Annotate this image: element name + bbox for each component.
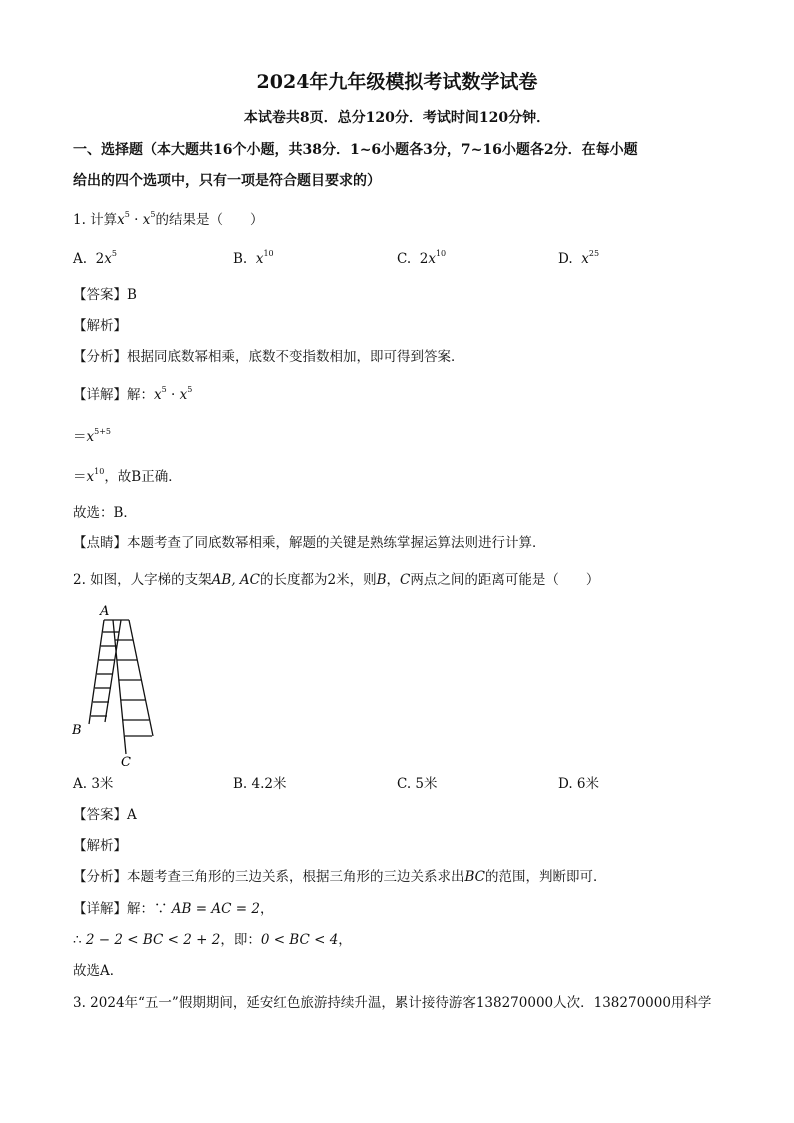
question-1-analysis-heading: 【解析】 [73, 318, 127, 334]
question-1-answer: 【答案】B [73, 287, 137, 303]
question-3-stem: 3. 2024年“五一”假期期间，延安红色旅游持续升温，累计接待游客138270000人次．138270000用科学 [73, 995, 712, 1011]
section-heading-line-2: 给出的四个选项中，只有一项是符合题目要求的） [73, 173, 381, 189]
question-2-choose: 故选A． [73, 963, 124, 979]
question-1-option-b: B. $x^{10}$ [233, 249, 274, 267]
exam-subtitle: 本试卷共8页．总分120分．考试时间120分钟． [243, 110, 551, 126]
ladder-front-leg-left [89, 620, 104, 724]
question-2-option-c: C. 5米 [397, 776, 438, 792]
ladder-label-c: C [121, 755, 131, 770]
question-1-option-c: C. $2x^{10}$ [397, 249, 447, 267]
question-2-detail: 【详解】解：∵ AB = AC = 2， [73, 901, 274, 917]
question-1-step-2: $=x^{10}$，故B正确． [73, 467, 182, 485]
exam-title: 2024年九年级模拟考试数学试卷 [256, 71, 538, 93]
question-2-answer: 【答案】A [73, 807, 137, 823]
question-1-choose: 故选：B． [73, 505, 137, 521]
question-2-option-b: B. 4.2米 [233, 776, 287, 792]
question-1-stem: 1. 计算$x^5 \cdot x^5$的结果是（ ） [73, 210, 264, 228]
question-2-step: ∴ 2 − 2 < BC < 2 + 2，即：0 < BC < 4， [73, 932, 352, 948]
question-1-analysis: 【分析】根据同底数幂相乘，底数不变指数相加，即可得到答案． [73, 349, 465, 365]
question-1-detail: 【详解】解：$x^5 \cdot x^5$ [73, 385, 193, 403]
question-2-option-d: D. 6米 [558, 776, 600, 792]
question-1-comment: 【点睛】本题考查了同底数幂相乘，解题的关键是熟练掌握运算法则进行计算． [73, 535, 546, 551]
question-1-option-d: D. $x^{25}$ [558, 249, 600, 267]
ladder-back-leg-right [129, 620, 153, 736]
ladder-figure [72, 602, 164, 770]
section-heading-line-1: 一、选择题（本大题共16个小题，共38分．1~6小题各3分，7~16小题各2分．在每小题 [73, 142, 638, 158]
question-2-option-a: A. 3米 [73, 776, 114, 792]
question-2-stem: 2. 如图，人字梯的支架AB, AC的长度都为2米，则B，C两点之间的距离可能是（ ） [73, 572, 600, 588]
question-2-analysis: 【分析】本题考查三角形的三边关系，根据三角形的三边关系求出BC的范围，判断即可． [73, 869, 607, 885]
question-1-option-a: A. $2x^5$ [73, 249, 117, 267]
ladder-label-b: B [72, 723, 82, 738]
question-2-analysis-heading: 【解析】 [73, 838, 127, 854]
ladder-label-a: A [100, 604, 110, 619]
question-1-step-1: $=x^{5+5}$ [73, 427, 112, 445]
